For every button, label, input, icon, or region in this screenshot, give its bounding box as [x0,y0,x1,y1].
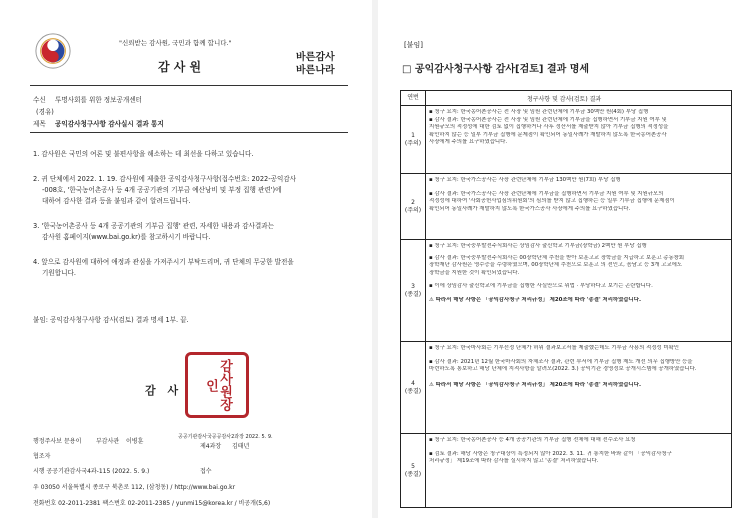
row-line: ▪ 청구 요지: 한국가스공사는 사장 관련단체에 기부금 130백만 원(7회) 부당 집행 [429,177,621,183]
org-name: 감 사 원 [158,60,202,74]
side-slogan-1: 바른감사 [296,52,335,63]
row-line: ▪ 검토 결과: 해당 사항은 청구대상이 특정되지 않아 2022. 3. 11. 귀 통지한 바와 같이 「공익감사청구 [429,450,672,457]
row-line: ▪ 이에 상임감사 출신학교에 기부금을 집행한 사실만으로 위법 · 부당하다고 보기는 곤란합니다. [429,283,653,290]
paragraph-4-line-1: 4. 앞으로 감사원에 대하여 애정과 관심을 가져주시기 부탁드리며, 귀 단체의 무궁한 발전을 [33,258,294,266]
paragraph-2-line-2: -008호, '한국농어촌공사 등 4개 공공기관의 기부금 예산낭비 및 부정 집행 관련')에 [42,186,282,194]
table-header-row [401,91,731,105]
row-line: 처리규정」 제19조에 따라 감사를 실시하지 않고 '종결' 처리하였습니다. [429,458,599,465]
subject-label: 제목 [33,120,46,128]
approver-name: 김태년 [232,443,250,450]
table-row [401,173,731,240]
row-line: ▪ 청구 요지: 한국농어촌공사는 전 사장 및 임원 관련단체에 기부금 30백만 원(4회) 부당 집행 [429,109,649,115]
row-line: ⚠ 따라서 해당 사항은 「공익감사청구 처리규정」 제20조에 따라 '종결' 처리하였습니다. [429,381,641,388]
row-status: (주의) [404,207,422,214]
row-status: (종결) [404,388,422,395]
staff-title-1: 행정주사보 [33,438,62,445]
paragraph-4-line-2: 기원합니다. [42,269,76,277]
row-status: (주의) [404,140,422,147]
row-number: 1 [411,132,415,139]
header-divider [30,85,348,86]
row-line: 지원규모의 적정성에 대한 검토 없이 집행하거나 사후 정산서를 제출받지 않아 기부금 집행의 적정성을 [429,124,669,131]
subject: 공익감사청구사항 감사실시 결과 통지 [55,120,164,128]
row-number: 3 [411,283,415,290]
staff-name-1: 문용이 [64,438,82,445]
paragraph-1: 1. 감사원은 국민의 여론 및 불편사항을 해소하는 데 최선을 다하고 있습니다. [33,150,254,158]
row-line: ▪ 감사 결과: 2021년 12월 한국마사회의 자체조사 결과, 관련 부서에 기부금 집행 제도 개선 의무 집행방안 등을 [429,358,693,365]
row-status: (종결) [404,471,422,478]
row-number: 5 [411,463,415,470]
contact: 전화번호 02-2011-2381 팩스번호 02-2011-2385 / yunmi15@korea.kr / 비공개(5,6) [33,500,271,507]
approver-title: 제4과장 [200,443,222,450]
table-row [401,105,731,174]
address: 우 03050 서울특별시 종로구 북촌로 112, (삼청동) / http://www.bai.go.kr [33,484,236,491]
cooperation-label: 협조자 [33,453,51,460]
row-line: 적정성에 대하여 '사회공헌사업심의위원회'의 심의를 받지 않고 집행하는 등 일부 기부금 집행에 문제점이 [429,198,675,205]
table-row [401,433,731,508]
recipient-label: 수신 [33,96,46,104]
result-title: □ 공익감사청구사항 감사[검토] 결과 명세 [402,64,590,75]
doc-number: 시행 공공기관감사국4과-115 (2022. 5. 9.) [33,468,150,475]
row-line: 마련하도록 통보하고 해당 단체에 지적사항을 알려오(2022. 3.) 공익기관 경영정보 공개시스템에 공개하였습니다. [429,366,697,373]
row-line: 확인하지 않는 등 일부 기부금 집행에 문제점이 확인되어 동일사례가 재발하지 않도록 한국농어촌공사 [429,131,667,138]
paragraph-3-line-1: 3. '한국농어촌공사 등 4개 공공기관의 기부금 집행' 관련, 자세한 내용과 감사결과는 [33,222,274,230]
row-line: 장학금을 지원한 것이 확인되었습니다. [429,269,520,276]
official-seal: 감사원장인 [185,352,249,418]
approver-dept: 공공기관감사국공공감사2과장 2022. 5. 9. [178,434,273,440]
row-line: ▪ 감사 결과: 한국가스공사는 사장 관련단체에 기부금을 집행하면서 기부금 지원 여부 및 지원규모의 [429,190,664,197]
staff-title-2: 부감사관 [96,438,120,445]
side-slogan-2: 바른나라 [296,65,335,76]
paragraph-3-line-2: 감사원 홈페이지(www.bai.go.kr)를 참고하시기 바랍니다. [42,233,211,241]
row-line: 사장에게 주의를 요구하였습니다. [429,139,508,146]
receipt-label: 접수 [200,468,212,475]
slogan: "신뢰받는 감사원, 국민과 함께 합니다." [119,39,232,47]
row-line: ▪ 청구 요지: 한국농어촌공사 등 4개 공공기관의 기부금 집행 전체에 대해 전수조사 요청 [429,437,636,443]
attachment-label: [붙임] [404,41,423,49]
via: (경유) [36,108,54,116]
recipient: 투명사회를 위한 정보공개센터 [55,96,142,104]
signer: 감 사 [145,384,183,397]
row-number: 2 [411,199,415,206]
row-status: (종결) [404,291,422,298]
table-row [401,239,731,342]
staff-name-2: 이병훈 [126,438,144,445]
row-line: ▪ 감사 결과: 한국중부발전주식회사는 00장학단체 추천을 받아 보훈고교 장학금을 지급하고 보훈고 총동창회 [429,254,685,261]
paragraph-2-line-1: 2. 귀 단체에서 2022. 1. 19. 감사원에 제출한 공익감사청구사항(접수번호: 2022-공익감사 [33,175,297,183]
result-table [400,90,732,508]
right-document-page [378,0,750,518]
row-number: 4 [411,380,415,387]
table-row [401,341,731,434]
row-line: ▪ 청구 요지: 한국마사회는 기부선정 단체가 허위 결과보고서를 제출했는데도 기부금 사용의 적정성 미확인 [429,345,679,351]
row-line: ▪ 감사 결과: 한국농어촌공사는 전 사장 및 임원 관련단체에 기부금을 집행하면서 기부금 지원 여부 및 [429,116,667,123]
header-content: 청구사항 및 감사(검토) 결과 [527,96,602,103]
government-emblem-icon [34,32,72,70]
left-document-page [0,0,372,518]
paragraph-2-line-3: 대하여 감사한 결과 등을 붙임과 같이 알려드립니다. [42,197,191,205]
attachment-note: 붙임: 공익감사청구사항 감사(검토) 결과 명세 1부. 끝. [33,316,189,324]
header-num: 연번 [401,91,426,105]
subject-divider [30,132,348,133]
row-line: ⚠ 따라서 해당 사항은 「공익감사청구 처리규정」 제20조에 따라 '종결' 처리하였습니다. [429,296,641,303]
row-line: 장학재단 감사원은 영수증을 수령하였으며, 00장학단체 추천으로 보훈고 의 전인고, 음남고 등 3개 고교에도 [429,262,682,269]
row-line: 확인되어 동일사례가 재발하지 않도록 한국가스공사 사장에게 주의를 요구하였습니다. [429,205,631,212]
row-line: ▪ 청구 요지: 한국중부발전주식회사는 상임감사 출신학교 기부금(장학금) 2백만 원 부당 집행 [429,243,647,249]
